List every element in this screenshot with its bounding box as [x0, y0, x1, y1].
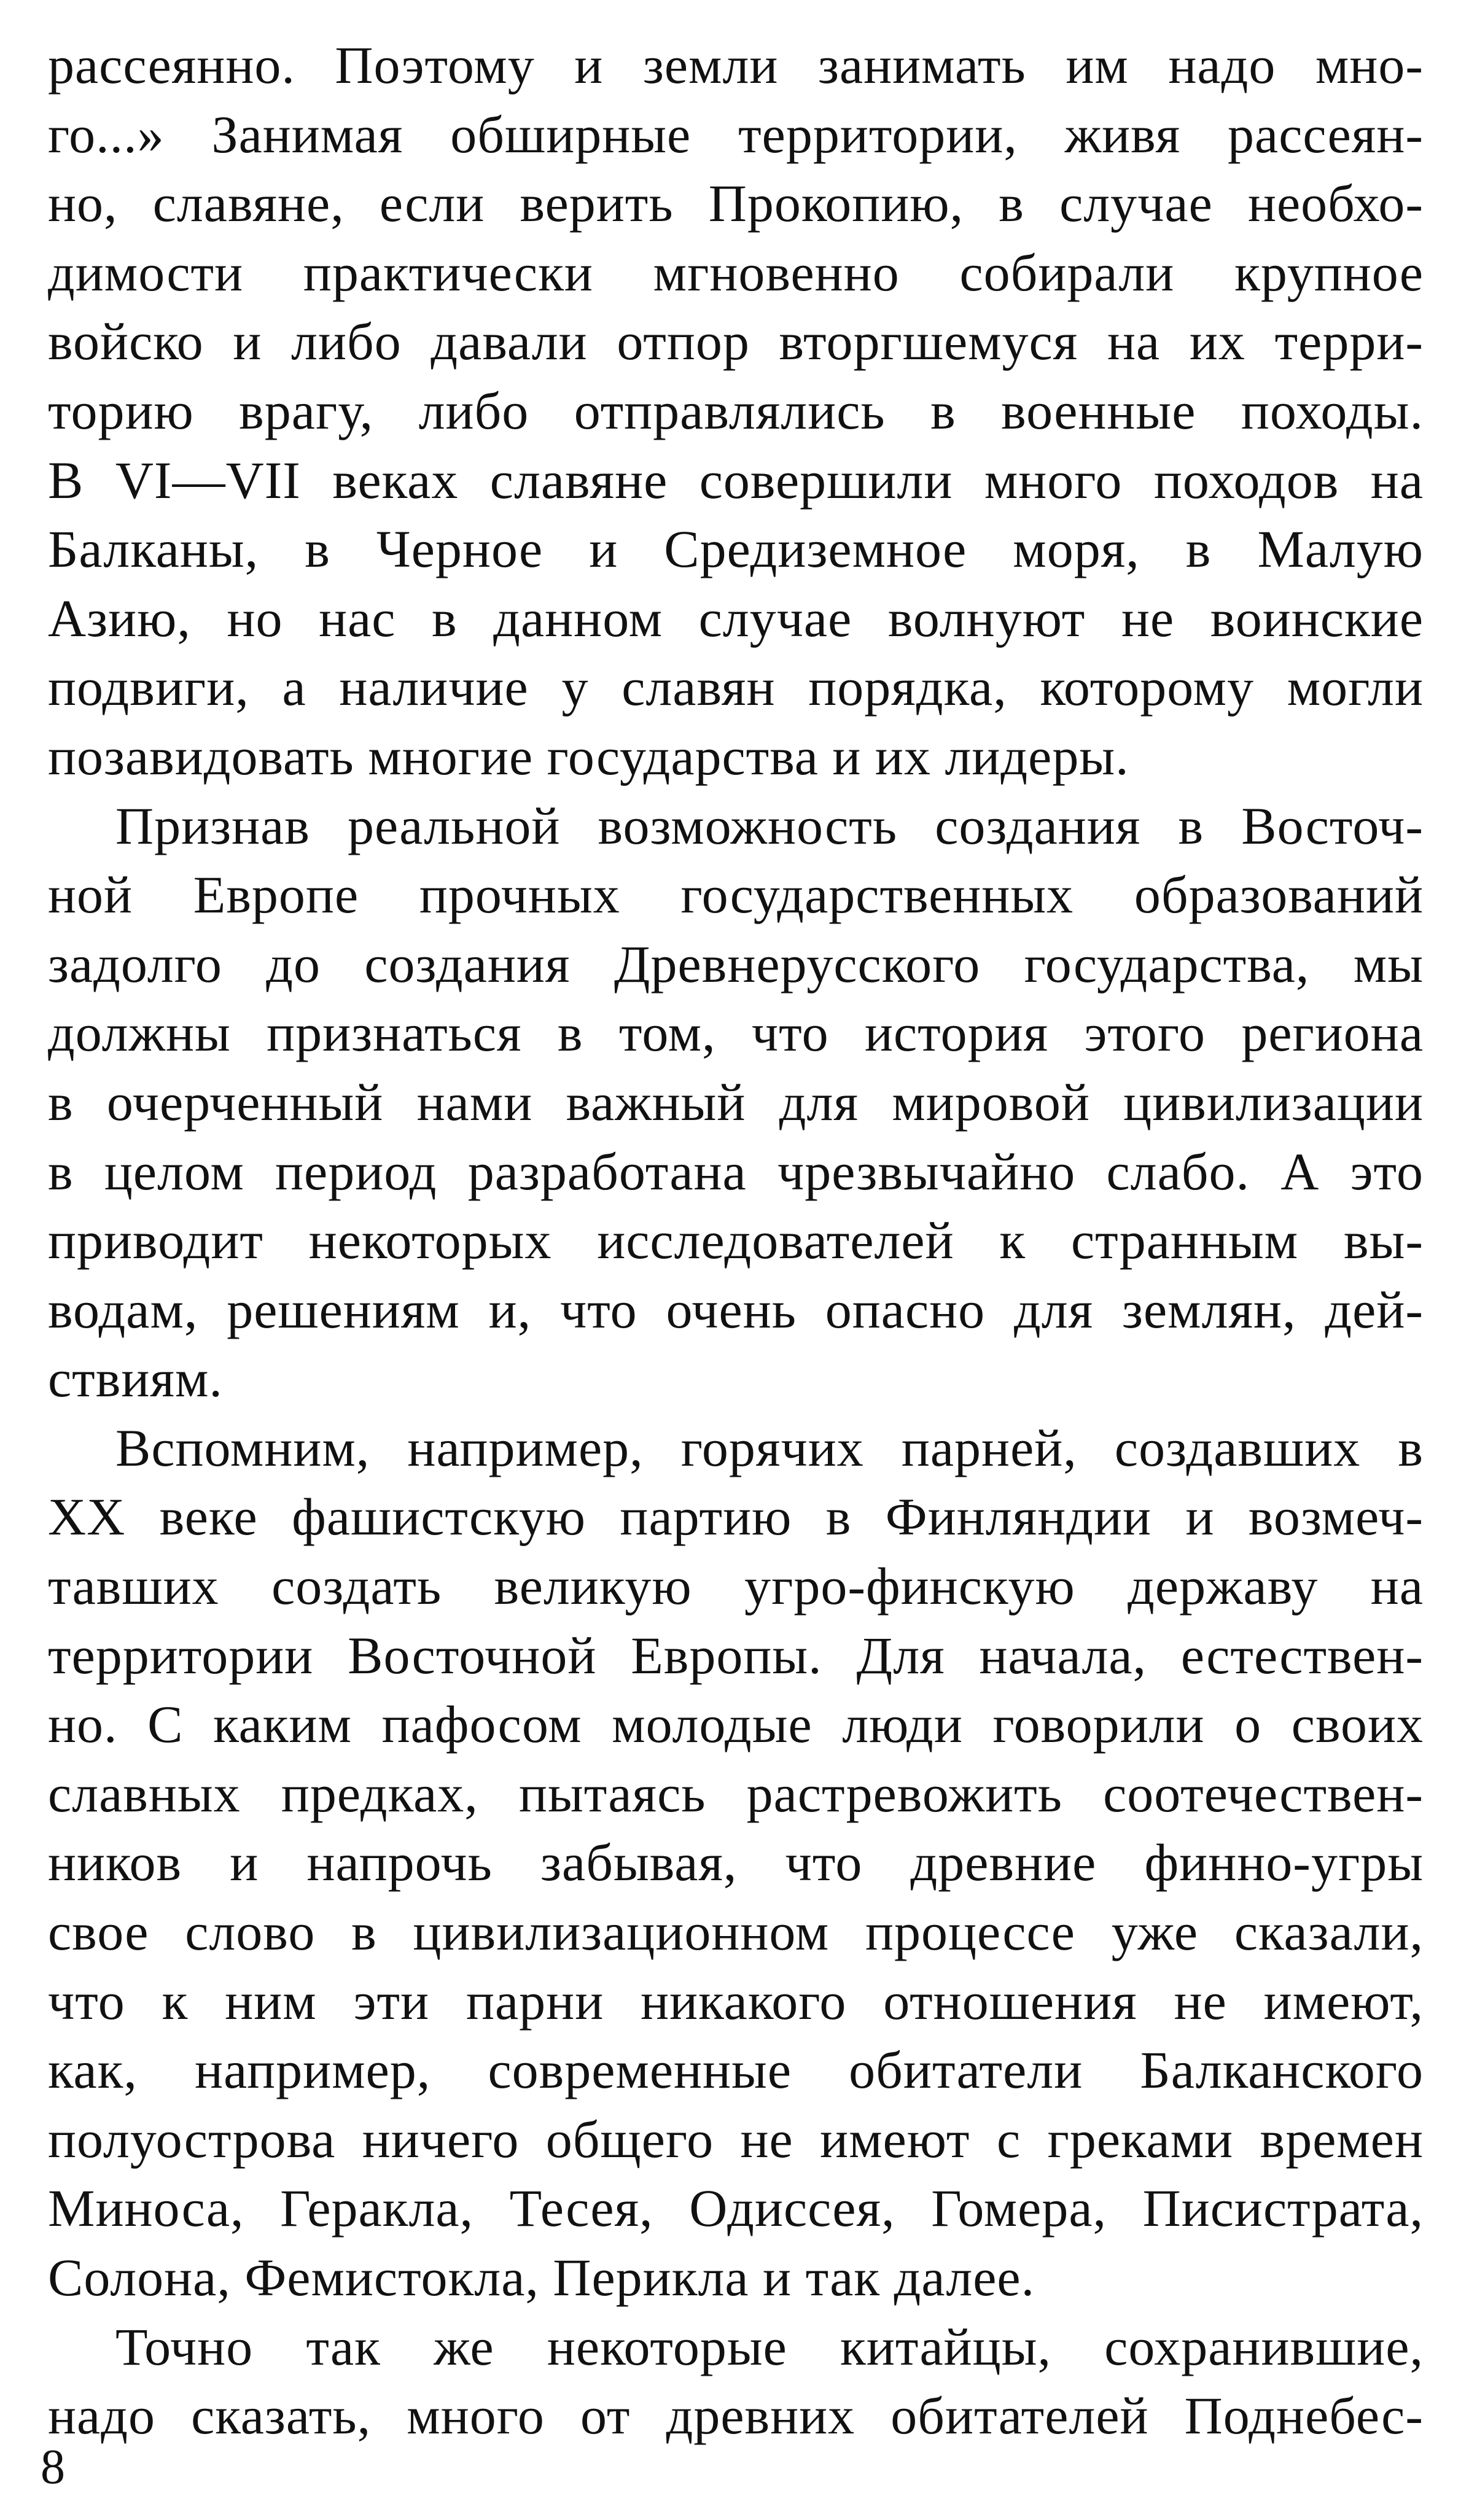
- paragraph-first-line: Признав реальной возможность создания в Восточ-: [115, 796, 1424, 855]
- text-line: ствиям.: [48, 1349, 223, 1409]
- text-line: Солона, Фемистокла, Перикла и так далее.: [48, 2248, 1035, 2307]
- text-line: ников и напрочь забывая, что древние финно-угры: [48, 1833, 1424, 1892]
- text-line: тавших создать великую угро-финскую державу на: [48, 1557, 1424, 1616]
- text-line: подвиги, а наличие у славян порядка, которому могли: [48, 658, 1424, 717]
- text-line: но. С каким пафосом молодые люди говорили о своих: [48, 1695, 1424, 1754]
- text-line: что к ним эти парни никакого отношения не имеют,: [48, 1971, 1424, 2031]
- text-line: ной Европе прочных государственных образований: [48, 865, 1424, 925]
- text-line: задолго до создания Древнерусского государства, мы: [48, 934, 1424, 994]
- text-line: в целом период разработана чрезвычайно слабо. А это: [48, 1141, 1424, 1201]
- text-line: го...» Занимая обширные территории, живя рассеян-: [48, 104, 1424, 164]
- text-line: Балканы, в Черное и Средиземное моря, в Малую: [48, 519, 1424, 579]
- text-line: торию врагу, либо отправлялись в военные походы.: [48, 381, 1424, 440]
- text-line: но, славяне, если верить Прокопию, в случае необхо-: [48, 174, 1424, 233]
- text-line: надо сказать, много от древних обитателей Поднебес-: [48, 2386, 1424, 2446]
- paragraph-first-line: Вспомним, например, горячих парней, создавших в: [115, 1418, 1424, 1477]
- text-line: войско и либо давали отпор вторгшемуся на их терри-: [48, 312, 1424, 371]
- text-line: территории Восточной Европы. Для начала, естествен-: [48, 1625, 1424, 1685]
- text-line: приводит некоторых исследователей к странным вы-: [48, 1211, 1424, 1270]
- text-line: как, например, современные обитатели Балканского: [48, 2040, 1424, 2100]
- text-line: XX веке фашистскую партию в Финляндии и возмеч-: [48, 1487, 1424, 1547]
- text-line: водам, решениям и, что очень опасно для землян, дей-: [48, 1280, 1424, 1339]
- paragraph-first-line: Точно так же некоторые китайцы, сохранившие,: [115, 2317, 1424, 2376]
- text-line: позавидовать многие государства и их лидеры.: [48, 726, 1129, 786]
- text-line: рассеянно. Поэтому и земли занимать им надо мно-: [48, 36, 1424, 95]
- text-line: Азию, но нас в данном случае волнуют не воинские: [48, 588, 1424, 648]
- text-line: полуострова ничего общего не имеют с греками времен: [48, 2109, 1424, 2169]
- text-line: в очерченный нами важный для мировой цивилизации: [48, 1072, 1424, 1132]
- text-line: славных предках, пытаясь растревожить соотечествен-: [48, 1764, 1424, 1823]
- text-line: должны признаться в том, что история этого региона: [48, 1003, 1424, 1063]
- page-number: 8: [41, 2440, 65, 2494]
- text-line: свое слово в цивилизационном процессе уже сказали,: [48, 1902, 1424, 1962]
- text-line: Миноса, Геракла, Тесея, Одиссея, Гомера, Писистрата,: [48, 2179, 1424, 2238]
- text-line: В VI—VII веках славяне совершили много походов на: [48, 450, 1424, 510]
- text-line: димости практически мгновенно собирали крупное: [48, 243, 1424, 302]
- body-text: [48, 31, 1424, 2451]
